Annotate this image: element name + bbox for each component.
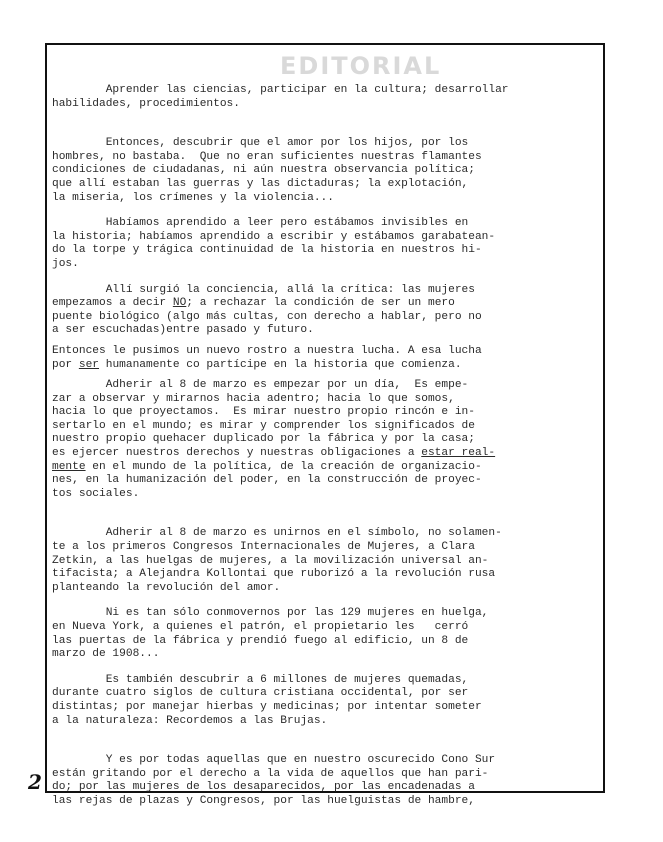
text-line: nuestro propio quehacer duplicado por la fábrica y por la casa; (52, 433, 475, 446)
text-line: las rejas de plazas y Congresos, por las huelguistas de hambre, (52, 794, 475, 807)
paragraph-gap (52, 372, 597, 379)
paragraph (52, 527, 597, 595)
editorial-body (52, 84, 597, 809)
text-line: están gritando por el derecho a la vida de aquellos que han pari- (52, 767, 489, 780)
text-line: Y es por todas aquellas que en nuestro oscurecido Cono Sur (52, 754, 496, 767)
text-line: a la naturaleza: Recordemos a las Brujas. (52, 714, 328, 727)
text-line: Habíamos aprendido a leer pero estábamos invisibles en (52, 217, 469, 230)
paragraph-gap (52, 338, 597, 345)
text-line: Entonces, descubrir que el amor por los hijos, por los (52, 137, 469, 150)
text-line: las puertas de la fábrica y prendió fuego al edificio, un 8 de (52, 634, 469, 647)
text-line: tos sociales. (52, 487, 140, 500)
text-line: sertarlo en el mundo; es mirar y comprender los significados de (52, 419, 475, 432)
text-line: Allí surgió la conciencia, allá la crítica: las mujeres (52, 283, 475, 296)
text-line: a ser escuchadas)entre pasado y futuro. (52, 324, 314, 337)
paragraph-gap (52, 111, 597, 137)
text-line: mente en el mundo de la política, de la creación de organizacio- (52, 460, 482, 473)
editorial-watermark: EDITORIAL (280, 52, 442, 80)
text-line: la historia; habíamos aprendido a escribir y estábamos garabatean- (52, 230, 496, 243)
paragraph-gap (52, 662, 597, 674)
paragraph-gap (52, 205, 597, 217)
text-line: condiciones de ciudadanas, ni aún nuestra observancia política; (52, 164, 475, 177)
text-line: puente biológico (algo más cultas, con derecho a hablar, pero no (52, 310, 482, 323)
text-line: Entonces le pusimos un nuevo rostro a nuestra lucha. A esa lucha (52, 344, 482, 357)
paragraph-gap (52, 272, 597, 284)
paragraph-gap (52, 501, 597, 527)
text-line: Aprender las ciencias, participar en la cultura; desarrollar (52, 84, 509, 96)
text-line: zar a observar y mirarnos hacia adentro; hacia lo que somos, (52, 392, 455, 405)
paragraph (52, 137, 597, 205)
paragraph (52, 345, 597, 372)
text-line: Adherir al 8 de marzo es empezar por un día, Es empe- (52, 379, 469, 392)
text-line: durante cuatro siglos de cultura cristiana occidental, por ser (52, 687, 469, 700)
text-line: do; por las mujeres de los desaparecidos, por las encadenadas a (52, 781, 475, 794)
text-line: nes, en la humanización del poder, en la construcción de proyec- (52, 474, 482, 487)
paragraph (52, 84, 597, 111)
underlined-word: NO (172, 297, 187, 310)
text-line: la miseria, los crímenes y la violencia... (52, 191, 334, 204)
text-line: empezamos a decir NO; a rechazar la condición de ser un mero (52, 297, 455, 310)
text-line: habilidades, procedimientos. (52, 97, 240, 110)
text-line: Adherir al 8 de marzo es unirnos en el símbolo, no solamen- (52, 527, 502, 540)
text-line: Zetkin, a las huelgas de mujeres, a la movilización universal an- (52, 554, 489, 567)
text-line: marzo de 1908... (52, 648, 160, 661)
text-line: por ser humanamente co partícipe en la historia que comienza. (52, 358, 462, 371)
underlined-word: estar real- (421, 447, 496, 460)
paragraph (52, 284, 597, 338)
paragraph-gap (52, 728, 597, 754)
text-line: hacia lo que proyectamos. Es mirar nuestro propio rincón e in- (52, 406, 475, 419)
text-line: te a los primeros Congresos Internacionales de Mujeres, a Clara (52, 541, 475, 554)
text-line: en Nueva York, a quienes el patrón, el propietario les cerró (52, 621, 469, 633)
paragraph-gap (52, 595, 597, 607)
paragraph (52, 754, 597, 808)
text-line: que allí estaban las guerras y las dictaduras; la explotación, (52, 177, 469, 190)
text-line: jos. (52, 257, 79, 270)
text-line: planteando la revolución del amor. (52, 581, 281, 594)
text-line: do la torpe y trágica continuidad de la historia en nuestros hi- (52, 244, 482, 257)
text-line: es ejercer nuestros derechos y nuestras obligaciones a estar real- (52, 447, 496, 460)
text-line: tifacista; a Alejandra Kollontai que ruborizó a la revolución rusa (52, 568, 496, 581)
underlined-word: mente (52, 460, 86, 473)
text-line: Ni es tan sólo conmovernos por las 129 mujeres en huelga, (52, 607, 489, 620)
paragraph (52, 674, 597, 728)
paragraph (52, 379, 597, 501)
paragraph (52, 217, 597, 271)
paragraph (52, 607, 597, 661)
text-line: Es también descubrir a 6 millones de mujeres quemadas, (52, 673, 469, 686)
text-line: hombres, no bastaba. Que no eran suficientes nuestras flamantes (52, 150, 482, 163)
text-line: distintas; por manejar hierbas y medicinas; por intentar someter (52, 700, 482, 713)
underlined-word: ser (78, 358, 100, 371)
page-number: 2 (28, 770, 42, 794)
